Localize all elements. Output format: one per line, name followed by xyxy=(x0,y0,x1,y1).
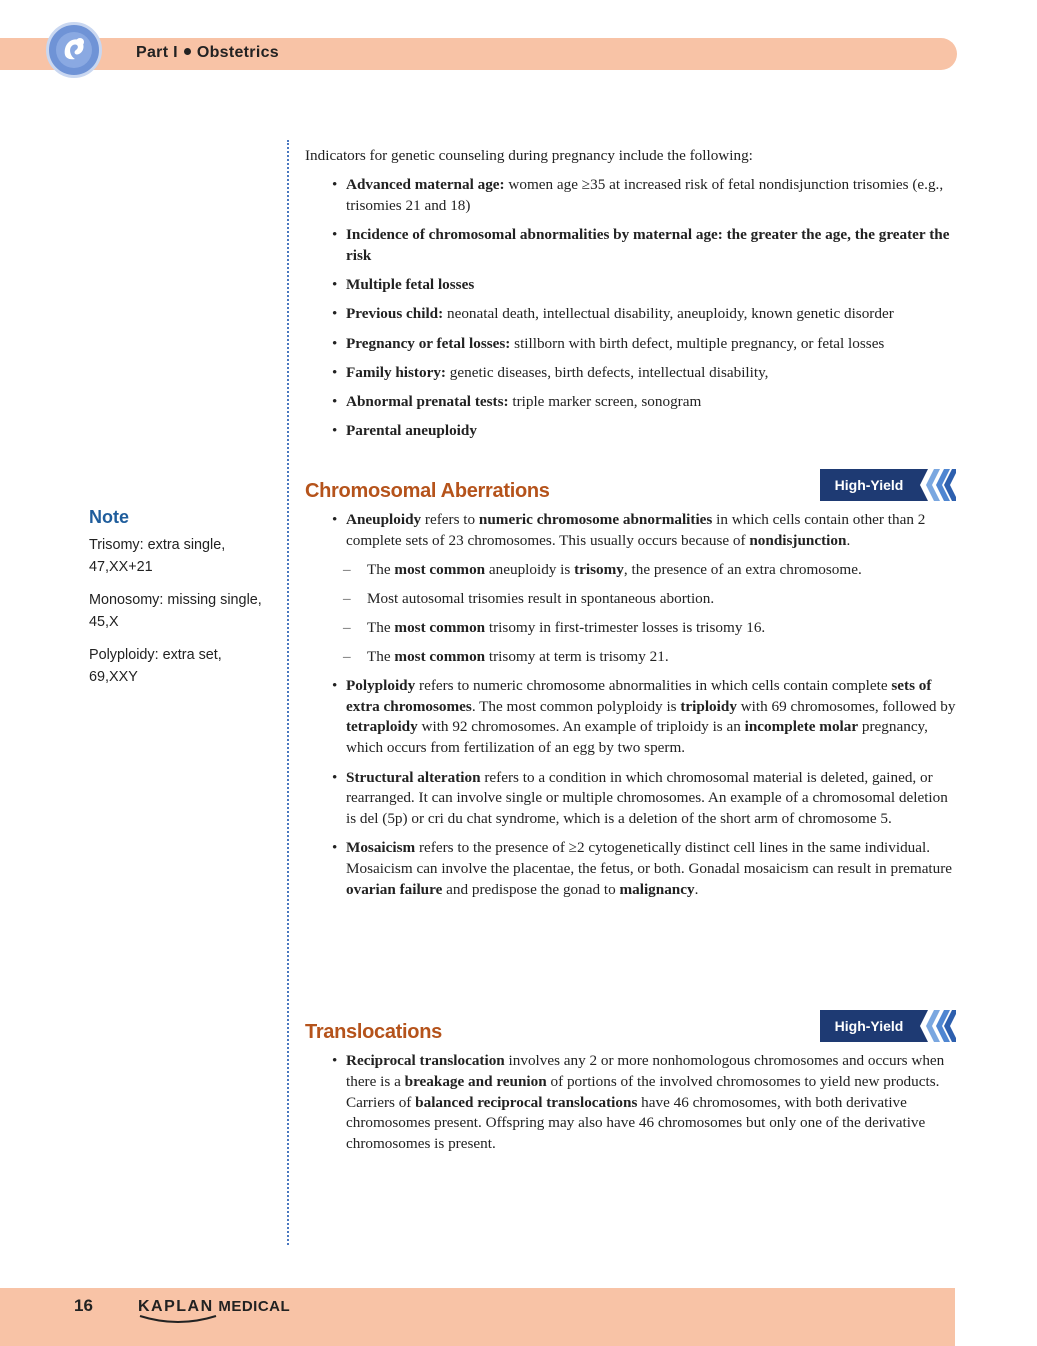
list-item xyxy=(305,363,957,384)
list-item xyxy=(305,304,957,325)
sub-list-item xyxy=(343,589,957,610)
aberrations-list xyxy=(305,510,957,901)
term: Mosaicism xyxy=(346,839,416,857)
term: Previous child: xyxy=(346,305,444,323)
note-item-label: Polyploidy: xyxy=(89,647,159,663)
high-yield-label: High-Yield xyxy=(820,469,918,501)
text: . xyxy=(846,531,851,549)
note-title: Note xyxy=(89,507,129,527)
aneuploidy-sublist xyxy=(343,560,957,668)
text: with 69 chromosomes, followed by xyxy=(736,697,956,715)
definition: neonatal death, intellectual disability, aneuploidy, known genetic disorder xyxy=(443,305,894,323)
text: have 46 chromosomes, with both derivative chromosomes present. Offspring may also have 46 chromosomes but only one of the derivative chromosomes is present. xyxy=(346,1093,926,1153)
note-item xyxy=(89,534,269,578)
section-heading-translocations: Translocations xyxy=(305,1021,442,1043)
text: pregnancy, which occurs from fertilization of an egg by two sperm. xyxy=(346,718,928,757)
term: Parental aneuploidy xyxy=(346,422,477,440)
fetus-logo-icon xyxy=(46,22,102,78)
list-item xyxy=(305,275,957,296)
term: nondisjunction xyxy=(749,531,847,549)
text: refers to numeric chromosome abnormalities in which cells contain complete xyxy=(415,676,892,694)
list-item xyxy=(305,392,957,413)
swoosh-icon xyxy=(138,1314,218,1324)
term: Family history: xyxy=(346,363,446,381)
term: balanced reciprocal translocations xyxy=(415,1093,638,1111)
text: in which cells contain other than 2 complete sets of 23 chromosomes. This usually occurs because of xyxy=(346,511,926,549)
list-item xyxy=(305,225,957,267)
term: breakage and reunion xyxy=(404,1072,547,1090)
text: refers to the presence of ≥2 cytogenetically distinct cell lines in the same individual. Mosaicism can involve the placentae, the fetus, or both. Gonadal mosaicism can result in premature xyxy=(346,839,953,878)
term: trisomy xyxy=(574,560,624,578)
text: and predispose the gonad to xyxy=(442,881,620,899)
note-item xyxy=(89,644,269,688)
term: most common xyxy=(394,560,486,578)
text: The xyxy=(367,618,395,636)
list-item xyxy=(305,175,957,217)
term: malignancy xyxy=(619,881,695,899)
sub-list-item xyxy=(343,618,957,639)
definition: women age ≥35 at increased risk of fetal nondisjunction trisomies (e.g., trisomies 21 and 18) xyxy=(346,175,944,214)
high-yield-badge xyxy=(820,1010,956,1042)
note-item-text: extra set, 69,XXY xyxy=(89,647,222,685)
term: ovarian failure xyxy=(346,881,443,899)
main-content xyxy=(305,146,957,451)
text: trisomy in first-trimester losses is trisomy 16. xyxy=(485,618,766,636)
text: involves any 2 or more nonhomologous chromosomes and occurs when there is a xyxy=(346,1052,945,1090)
brand-suffix: MEDICAL xyxy=(218,1298,291,1315)
text: Most autosomal trisomies result in spontaneous abortion. xyxy=(367,589,715,607)
text: , the presence of an extra chromosome. xyxy=(623,560,862,578)
term: Abnormal prenatal tests: xyxy=(346,393,509,411)
list-item xyxy=(305,421,957,442)
term: Aneuploidy xyxy=(346,511,422,528)
brand-name: KAPLAN xyxy=(138,1298,214,1315)
note-item-text: missing single, 45,X xyxy=(89,592,262,630)
text: The xyxy=(367,647,395,665)
aberrations-content xyxy=(305,510,957,909)
sub-list-item xyxy=(343,647,957,668)
term: Pregnancy or fetal losses: xyxy=(346,334,511,352)
page-number: 16 xyxy=(74,1296,93,1315)
indicator-list xyxy=(305,175,957,442)
text: trisomy at term is trisomy 21. xyxy=(485,647,669,665)
term: incomplete molar xyxy=(744,718,859,736)
translocations-content xyxy=(305,1051,957,1163)
term: numeric chromosome abnormalities xyxy=(478,511,713,528)
sub-list-item xyxy=(343,560,957,581)
text: refers to xyxy=(421,511,479,528)
definition: stillborn with birth defect, multiple pregnancy, or fetal losses xyxy=(510,334,885,352)
list-item xyxy=(305,676,957,759)
text: refers to a condition in which chromosomal material is deleted, gained, or rearranged. It can involve single or multiple chromosomes. An example of a chromosomal deletion is del (5p) or cri du chat syndrome, which is a deletion of the short arm of chromosome 5. xyxy=(346,768,948,828)
high-yield-badge xyxy=(820,469,956,501)
term: Polyploidy xyxy=(346,676,416,694)
definition: genetic diseases, birth defects, intellectual disability, xyxy=(445,363,769,381)
publisher-logo xyxy=(138,1298,290,1316)
column-divider xyxy=(287,140,289,1245)
term: most common xyxy=(394,618,486,636)
text: of portions of the involved chromosomes to yield new products. Carriers of xyxy=(346,1072,940,1111)
term: triploidy xyxy=(680,697,737,715)
note-item-label: Trisomy: xyxy=(89,537,144,553)
list-item xyxy=(305,768,957,830)
text: aneuploidy is xyxy=(485,560,575,578)
term: Advanced maternal age: xyxy=(346,175,505,193)
high-yield-label: High-Yield xyxy=(820,1010,918,1042)
note-item xyxy=(89,589,269,633)
running-header xyxy=(136,44,279,62)
text: . xyxy=(694,881,699,899)
list-item xyxy=(305,334,957,355)
text: with 92 chromosomes. An example of triploidy is an xyxy=(417,718,745,736)
text: . The most common polyploidy is xyxy=(471,697,681,715)
list-item xyxy=(305,510,957,667)
intro-text: Indicators for genetic counseling during pregnancy include the following: xyxy=(305,147,753,164)
term: Structural alteration xyxy=(346,768,481,786)
part-label: Part I xyxy=(136,44,178,61)
list-item xyxy=(305,838,957,900)
text: The xyxy=(367,560,395,578)
section-label: Obstetrics xyxy=(196,44,279,61)
translocations-list xyxy=(305,1051,957,1155)
bullet-dot-icon xyxy=(184,48,191,55)
list-item xyxy=(305,1051,957,1155)
term: Incidence of chromosomal abnormalities by maternal age: the greater the age, the greater the risk xyxy=(346,225,950,264)
term: Multiple fetal losses xyxy=(346,275,475,293)
chevron-arrows-icon xyxy=(914,1010,956,1042)
note-sidebar xyxy=(89,506,269,699)
term: Reciprocal translocation xyxy=(346,1052,505,1069)
section-heading-aberrations: Chromosomal Aberrations xyxy=(305,480,550,502)
note-item-label: Monosomy: xyxy=(89,592,164,608)
term: tetraploidy xyxy=(346,718,418,736)
chevron-arrows-icon xyxy=(914,469,956,501)
note-item-text: extra single, 47,XX+21 xyxy=(89,537,226,575)
definition: triple marker screen, sonogram xyxy=(508,393,702,411)
term: most common xyxy=(394,647,486,665)
term: sets of extra chromosomes xyxy=(346,676,932,715)
